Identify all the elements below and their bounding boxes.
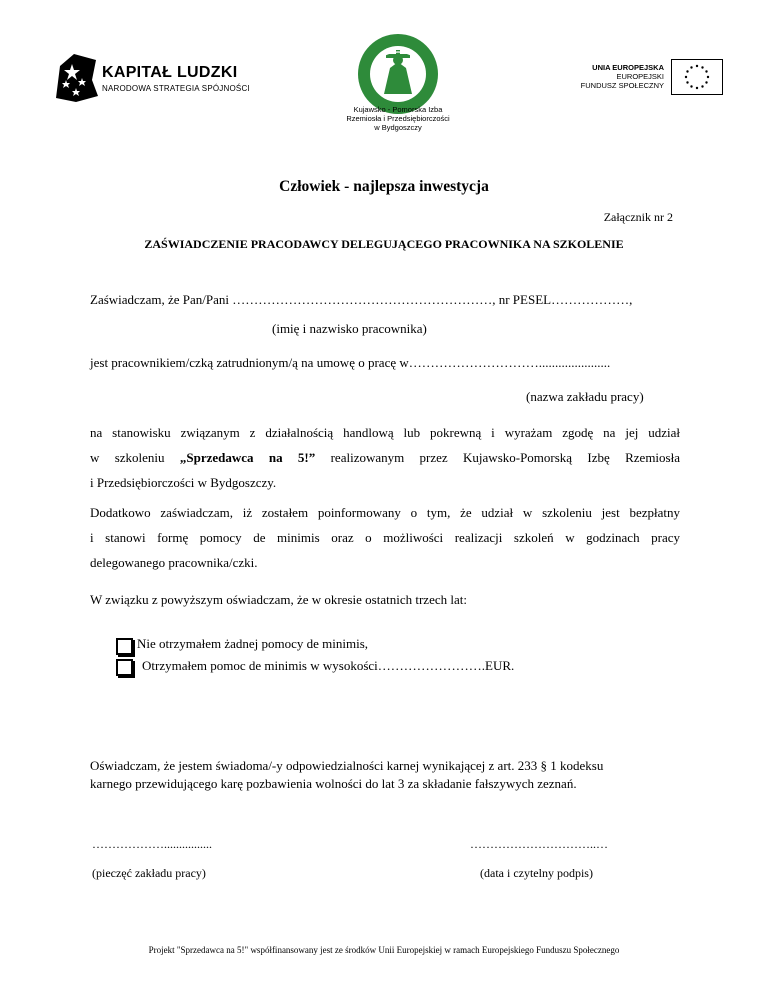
aid-received-checkbox[interactable] (116, 659, 133, 676)
company-name-note: (nazwa zakładu pracy) (526, 389, 644, 404)
document-title: ZAŚWIADCZENIE PRACODAWCY DELEGUJĄCEGO PRACOWNIKA NA SZKOLENIE (144, 237, 624, 251)
footer-note: Projekt "Sprzedawca na 5!" współfinansowany jest ze środków Unii Europejskiej w ramach Europejskiego Funduszu Społecznego (148, 945, 620, 955)
eu-flag-icon (671, 59, 723, 95)
declaration-line: Oświadczam, że jestem świadoma/-y odpowiedzialności karnej wynikającej z art. 233 § 1 kodeksu (90, 758, 604, 773)
info-line: Dodatkowo zaświadczam, iż zostałem poinformowany o tym, że udział w szkoleniu jest bezpłatny (90, 505, 680, 520)
motto: Człowiek - najlepsza inwestycja (279, 178, 489, 195)
employment-line: jest pracownikiem/czką zatrudnionym/ą na umowę o pracę w…………………………...................... (90, 355, 611, 370)
kapital-ludzki-subtitle: NARODOWA STRATEGIA SPÓJNOŚCI (102, 84, 250, 93)
chamber-caption-line: w Bydgoszczy (374, 123, 422, 132)
eu-line: UNIA EUROPEJSKA (592, 63, 664, 72)
signature-label: (data i czytelny podpis) (480, 866, 593, 880)
rzemioslo-crest-icon (356, 32, 440, 116)
consent-line: na stanowisku związanym z działalnością handlową lub pokrewną i wyrażam zgodę na jej udział (90, 425, 680, 440)
eu-fund-text (570, 63, 664, 90)
stamp-label: (pieczęć zakładu pracy) (92, 866, 206, 880)
training-name: „Sprzedawca na 5!” (179, 450, 316, 465)
consent-text: w szkoleniu (90, 450, 180, 465)
consent-text: realizowanym przez Kujawsko-Pomorską Izbę Rzemiosła (315, 450, 680, 465)
no-aid-checkbox[interactable] (116, 638, 133, 655)
employee-line: Zaświadczam, że Pan/Pani ……………………………………………………, nr PESEL………………, (90, 292, 633, 307)
no-aid-label: Nie otrzymałem żadnej pomocy de minimis, (137, 636, 369, 651)
aid-received-label: Otrzymałem pomoc de minimis w wysokości…………………….EUR. (142, 658, 515, 673)
consent-paragraph (90, 420, 680, 495)
stamp-dots: ………………................ (92, 837, 212, 851)
employee-name-note: (imię i nazwisko pracownika) (272, 321, 427, 336)
consent-line (90, 445, 680, 470)
info-line: delegowanego pracownika/czki. (90, 555, 258, 570)
info-line: i stanowi formę pomocy de minimis oraz o możliwości realizacji szkoleń w godzinach pracy (90, 530, 680, 545)
statement-line: W związku z powyższym oświadczam, że w okresie ostatnich trzech lat: (90, 592, 467, 607)
chamber-caption (330, 105, 466, 132)
eu-line: FUNDUSZ SPOŁECZNY (580, 81, 664, 90)
attachment-number: Załącznik nr 2 (603, 210, 673, 224)
chamber-caption-line: Rzemiosła i Przedsiębiorczości (346, 114, 450, 123)
eu-line: EUROPEJSKI (616, 72, 664, 81)
declaration-line: karnego przewidującego karę pozbawienia wolności do lat 3 za składanie fałszywych zeznań. (90, 776, 577, 791)
signature-dots: …………………………..… (470, 837, 608, 851)
info-paragraph (90, 500, 680, 575)
chamber-caption-line: Kujawsko - Pomorska Izba (353, 105, 443, 114)
kapital-ludzki-title: KAPITAŁ LUDZKI (102, 64, 238, 81)
consent-line: i Przedsiębiorczości w Bydgoszczy. (90, 475, 277, 490)
